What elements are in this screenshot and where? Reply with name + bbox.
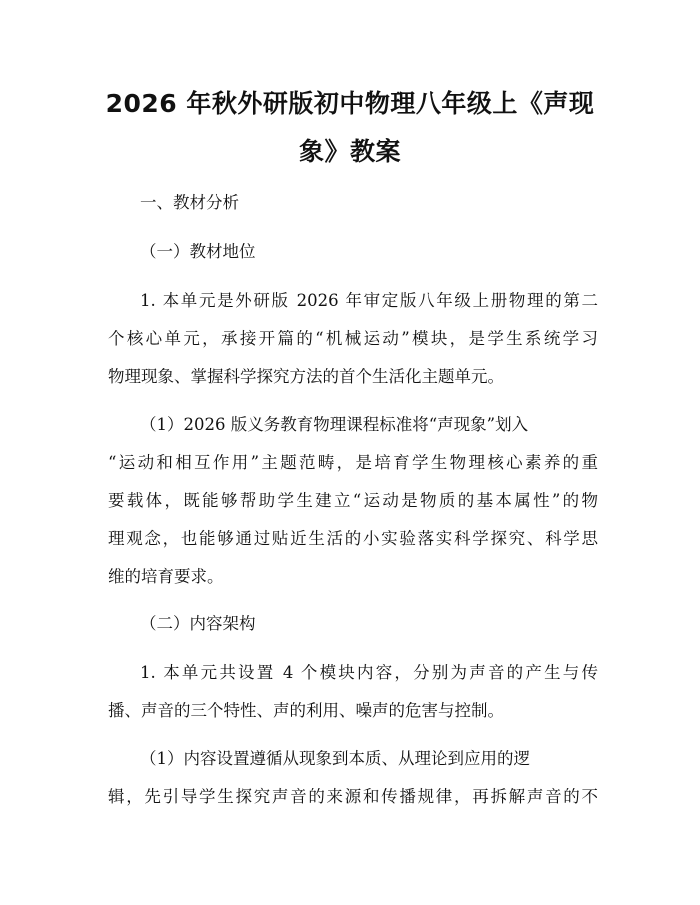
paragraph-2-line-3: 要载体，既能够帮助学生建立“运动是物质的基本属性”的物: [108, 491, 598, 510]
paragraph-2-line-4: 理观念，也能够通过贴近生活的小实验落实科学探究、科学思: [108, 529, 598, 548]
paragraph-4-line-1: （1）内容设置遵循从现象到本质、从理论到应用的逻: [140, 749, 530, 768]
subsection-heading-textbook-status: （一）教材地位: [140, 242, 256, 261]
subsection-heading-content-structure: （二）内容架构: [140, 614, 256, 633]
paragraph-3-line-1: 1. 本单元共设置 4 个模块内容，分别为声音的产生与传: [140, 663, 598, 682]
paragraph-3-line-2: 播、声音的三个特性、声的利用、噪声的危害与控制。: [108, 701, 504, 720]
document-title-line-1: 2026 年秋外研版初中物理八年级上《声现: [105, 89, 595, 118]
paragraph-4-line-2: 辑，先引导学生探究声音的来源和传播规律，再拆解声音的不: [108, 787, 598, 806]
paragraph-1-line-1: 1. 本单元是外研版 2026 年审定版八年级上册物理的第二: [140, 291, 598, 310]
document-title-line-2: 象》教案: [298, 137, 401, 166]
paragraph-1-line-2: 个核心单元，承接开篇的“机械运动”模块，是学生系统学习: [108, 329, 598, 348]
paragraph-2-line-1: （1）2026 版义务教育物理课程标准将“声现象”划入: [140, 415, 529, 434]
paragraph-1-line-3: 物理现象、掌握科学探究方法的首个生活化主题单元。: [108, 367, 504, 386]
paragraph-2-line-2: “运动和相互作用”主题范畴，是培育学生物理核心素养的重: [108, 453, 598, 472]
section-heading-textbook-analysis: 一、教材分析: [140, 193, 239, 212]
paragraph-2-line-5: 维的培育要求。: [108, 567, 224, 586]
